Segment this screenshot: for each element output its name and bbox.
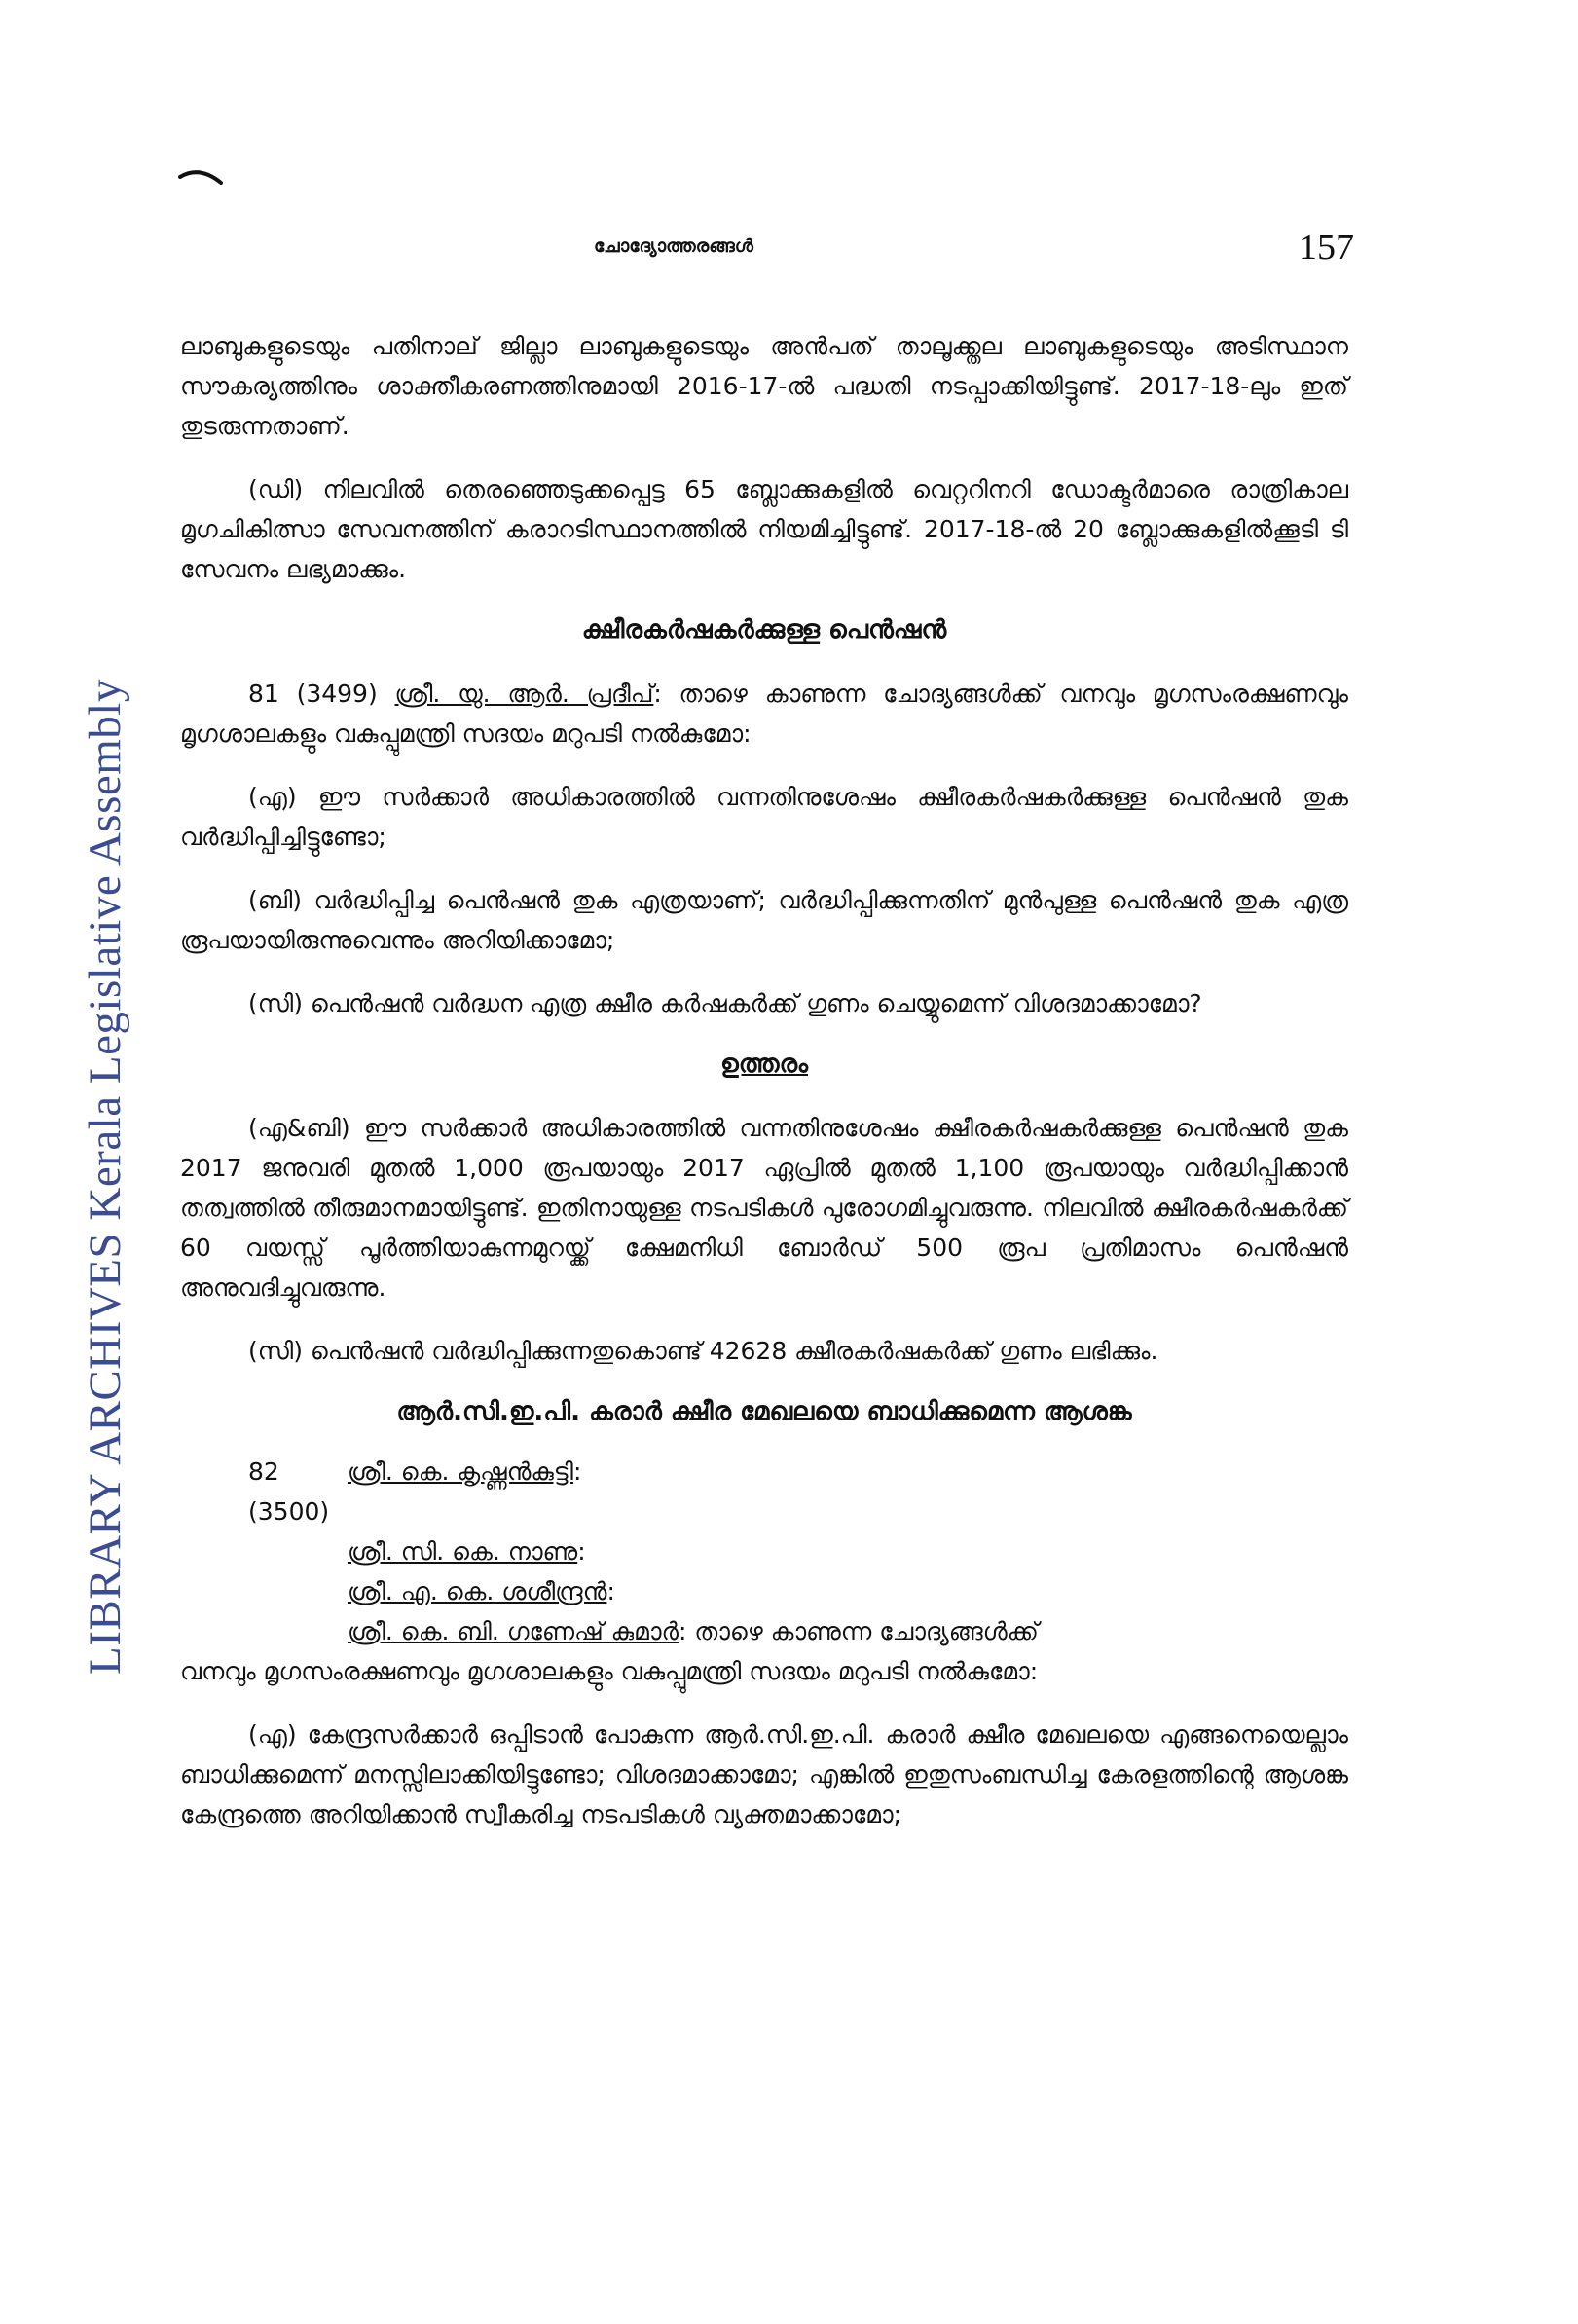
q82-member-3: ശ്രീ. എ. കെ. ശശീന്ദ്രൻ xyxy=(348,1577,607,1605)
q82-member-row: ശ്രീ. എ. കെ. ശശീന്ദ്രൻ: xyxy=(348,1577,615,1605)
q81-question-a: (എ) ഈ സർക്കാർ അധികാരത്തിൽ വന്നതിനുശേഷം ക്ഷീരകർഷകർക്കുള്ള പെൻഷൻ തുക വർദ്ധിപ്പിച്ചിട്ടുണ്ടോ; xyxy=(180,783,1348,851)
answer-heading: ഉത്തരം xyxy=(720,1050,808,1079)
paragraph-d: (ഡി) നിലവിൽ തെരഞ്ഞെടുക്കപ്പെട്ട 65 ബ്ലോക്കുകളിൽ വെറ്ററിനറി ഡോക്ടർമാരെ രാത്രികാല മൃഗചികിത്സാ സേവനത്തിന് കരാറടിസ്ഥാനത്തിൽ നിയമിച്ചിട്ടുണ്ട്. 2017-18-ൽ 20 ബ്ലോക്കുകളിൽക്കൂടി ടി സേവനം ലഭ്യമാക്കും. xyxy=(180,475,1348,583)
page-body xyxy=(180,326,1348,1834)
answer-c: (സി) പെൻഷൻ വർദ്ധിപ്പിക്കുന്നതുകൊണ്ട് 42628 ക്ഷീരകർഷകർക്ക് ഗുണം ലഭിക്കും. xyxy=(248,1337,1158,1365)
q82-intro-continuation: വനവും മൃഗസംരക്ഷണവും മൃഗശാലകളും വകുപ്പുമന്ത്രി സദയം മറുപടി നൽകുമോ: xyxy=(180,1657,1039,1685)
q82-member-4: ശ്രീ. കെ. ബി. ഗണേഷ് കുമാർ xyxy=(348,1617,679,1645)
q82-intro-text: : താഴെ കാണുന്ന ചോദ്യങ്ങൾക്ക് xyxy=(678,1617,1039,1645)
q82-member-2: ശ്രീ. സി. കെ. നാണു xyxy=(348,1537,578,1566)
q82-member-row xyxy=(180,1611,1348,1651)
q81-heading: ക്ഷീരകർഷകർക്കുള്ള പെൻഷൻ xyxy=(581,615,947,645)
q81-number: 81 (3499) xyxy=(248,680,378,708)
q82-member-1: ശ്രീ. കെ. കൃഷ്ണൻകുട്ടി xyxy=(348,1457,573,1486)
q81-question-c: (സി) പെൻഷൻ വർദ്ധന എത്ര ക്ഷീര കർഷകർക്ക് ഗുണം ചെയ്യുമെന്ന് വിശദമാക്കാമോ? xyxy=(248,989,1202,1017)
archive-watermark: LIBRARY ARCHIVES Kerala Legislative Assembly xyxy=(80,679,130,1675)
q82-member-row: 82 (3500) ശ്രീ. കെ. കൃഷ്ണൻകുട്ടി: xyxy=(180,1452,1348,1531)
answer-ab: (എ&ബി) ഈ സർക്കാർ അധികാരത്തിൽ വന്നതിനുശേഷം ക്ഷീരകർഷകർക്കുള്ള പെൻഷൻ തുക 2017 ജനുവരി മുതൽ 1,000 രൂപയായും 2017 ഏപ്രിൽ മുതൽ 1,100 രൂപയായും വർദ്ധിപ്പിക്കാൻ തത്വത്തിൽ തീരുമാനമായിട്ടുണ്ട്. ഇതിനായുള്ള നടപടികൾ പുരോഗമിച്ചുവരുന്നു. നിലവിൽ ക്ഷീരകർഷകർക്ക് 60 വയസ്സ് പൂർത്തിയാകുന്നമുറയ്ക്ക് ക്ഷേമനിധി ബോർഡ് 500 രൂപ പ്രതിമാസം പെൻഷൻ അനുവദിച്ചുവരുന്നു. xyxy=(180,1114,1348,1302)
scan-mark xyxy=(178,164,223,185)
q82-number: 82 (3500) xyxy=(248,1457,330,1526)
q81-intro xyxy=(180,674,1348,754)
paragraph-continuation: ലാബുകളുടെയും പതിനാല് ജില്ലാ ലാബുകളുടെയും അൻപത് താലൂക്ക്തല ലാബുകളുടെയും അടിസ്ഥാന സൗകര്യത്തിനും ശാക്തീകരണത്തിനുമായി 2016-17-ൽ പദ്ധതി നടപ്പാക്കിയിട്ടുണ്ട്. 2017-18-ലും ഇത് തുടരുന്നതാണ്. xyxy=(180,332,1348,440)
page-number: 157 xyxy=(1299,227,1354,268)
page-header xyxy=(0,226,1578,269)
q81-question-b: (ബി) വർദ്ധിപ്പിച്ച പെൻഷൻ തുക എത്രയാണ്; വർദ്ധിപ്പിക്കുന്നതിന് മുൻപുള്ള പെൻഷൻ തുക എത്ര രൂപയായിരുന്നുവെന്നും അറിയിക്കാമോ; xyxy=(180,886,1348,954)
q82-member-row: ശ്രീ. സി. കെ. നാണു: xyxy=(348,1537,586,1566)
q81-intro-text: : താഴെ കാണുന്ന ചോദ്യങ്ങൾക്ക് വനവും മൃഗസംരക്ഷണവും മൃഗശാലകളും വകുപ്പുമന്ത്രി സദയം മറുപടി നൽകുമോ: xyxy=(180,680,1349,748)
running-title: ചോദ്യോത്തരങ്ങൾ xyxy=(594,236,753,257)
q82-heading: ആർ.സി.ഇ.പി. കരാർ ക്ഷീര മേഖലയെ ബാധിക്കുമെന്ന ആശങ്ക xyxy=(396,1397,1132,1426)
q82-members xyxy=(180,1452,1348,1651)
q81-member: ശ്രീ. യു. ആർ. പ്രദീപ് xyxy=(394,680,654,708)
q82-question-a: (എ) കേന്ദ്രസർക്കാർ ഒപ്പിടാൻ പോകുന്ന ആർ.സി.ഇ.പി. കരാർ ക്ഷീര മേഖലയെ എങ്ങനെയെല്ലാം ബാധിക്കുമെന്ന് മനസ്സിലാക്കിയിട്ടുണ്ടോ; വിശദമാക്കാമോ; എങ്കിൽ ഇതുസംബന്ധിച്ച കേരളത്തിന്റെ ആശങ്ക കേന്ദ്രത്തെ അറിയിക്കാൻ സ്വീകരിച്ച നടപടികൾ വ്യക്തമാക്കാമോ; xyxy=(180,1720,1348,1828)
